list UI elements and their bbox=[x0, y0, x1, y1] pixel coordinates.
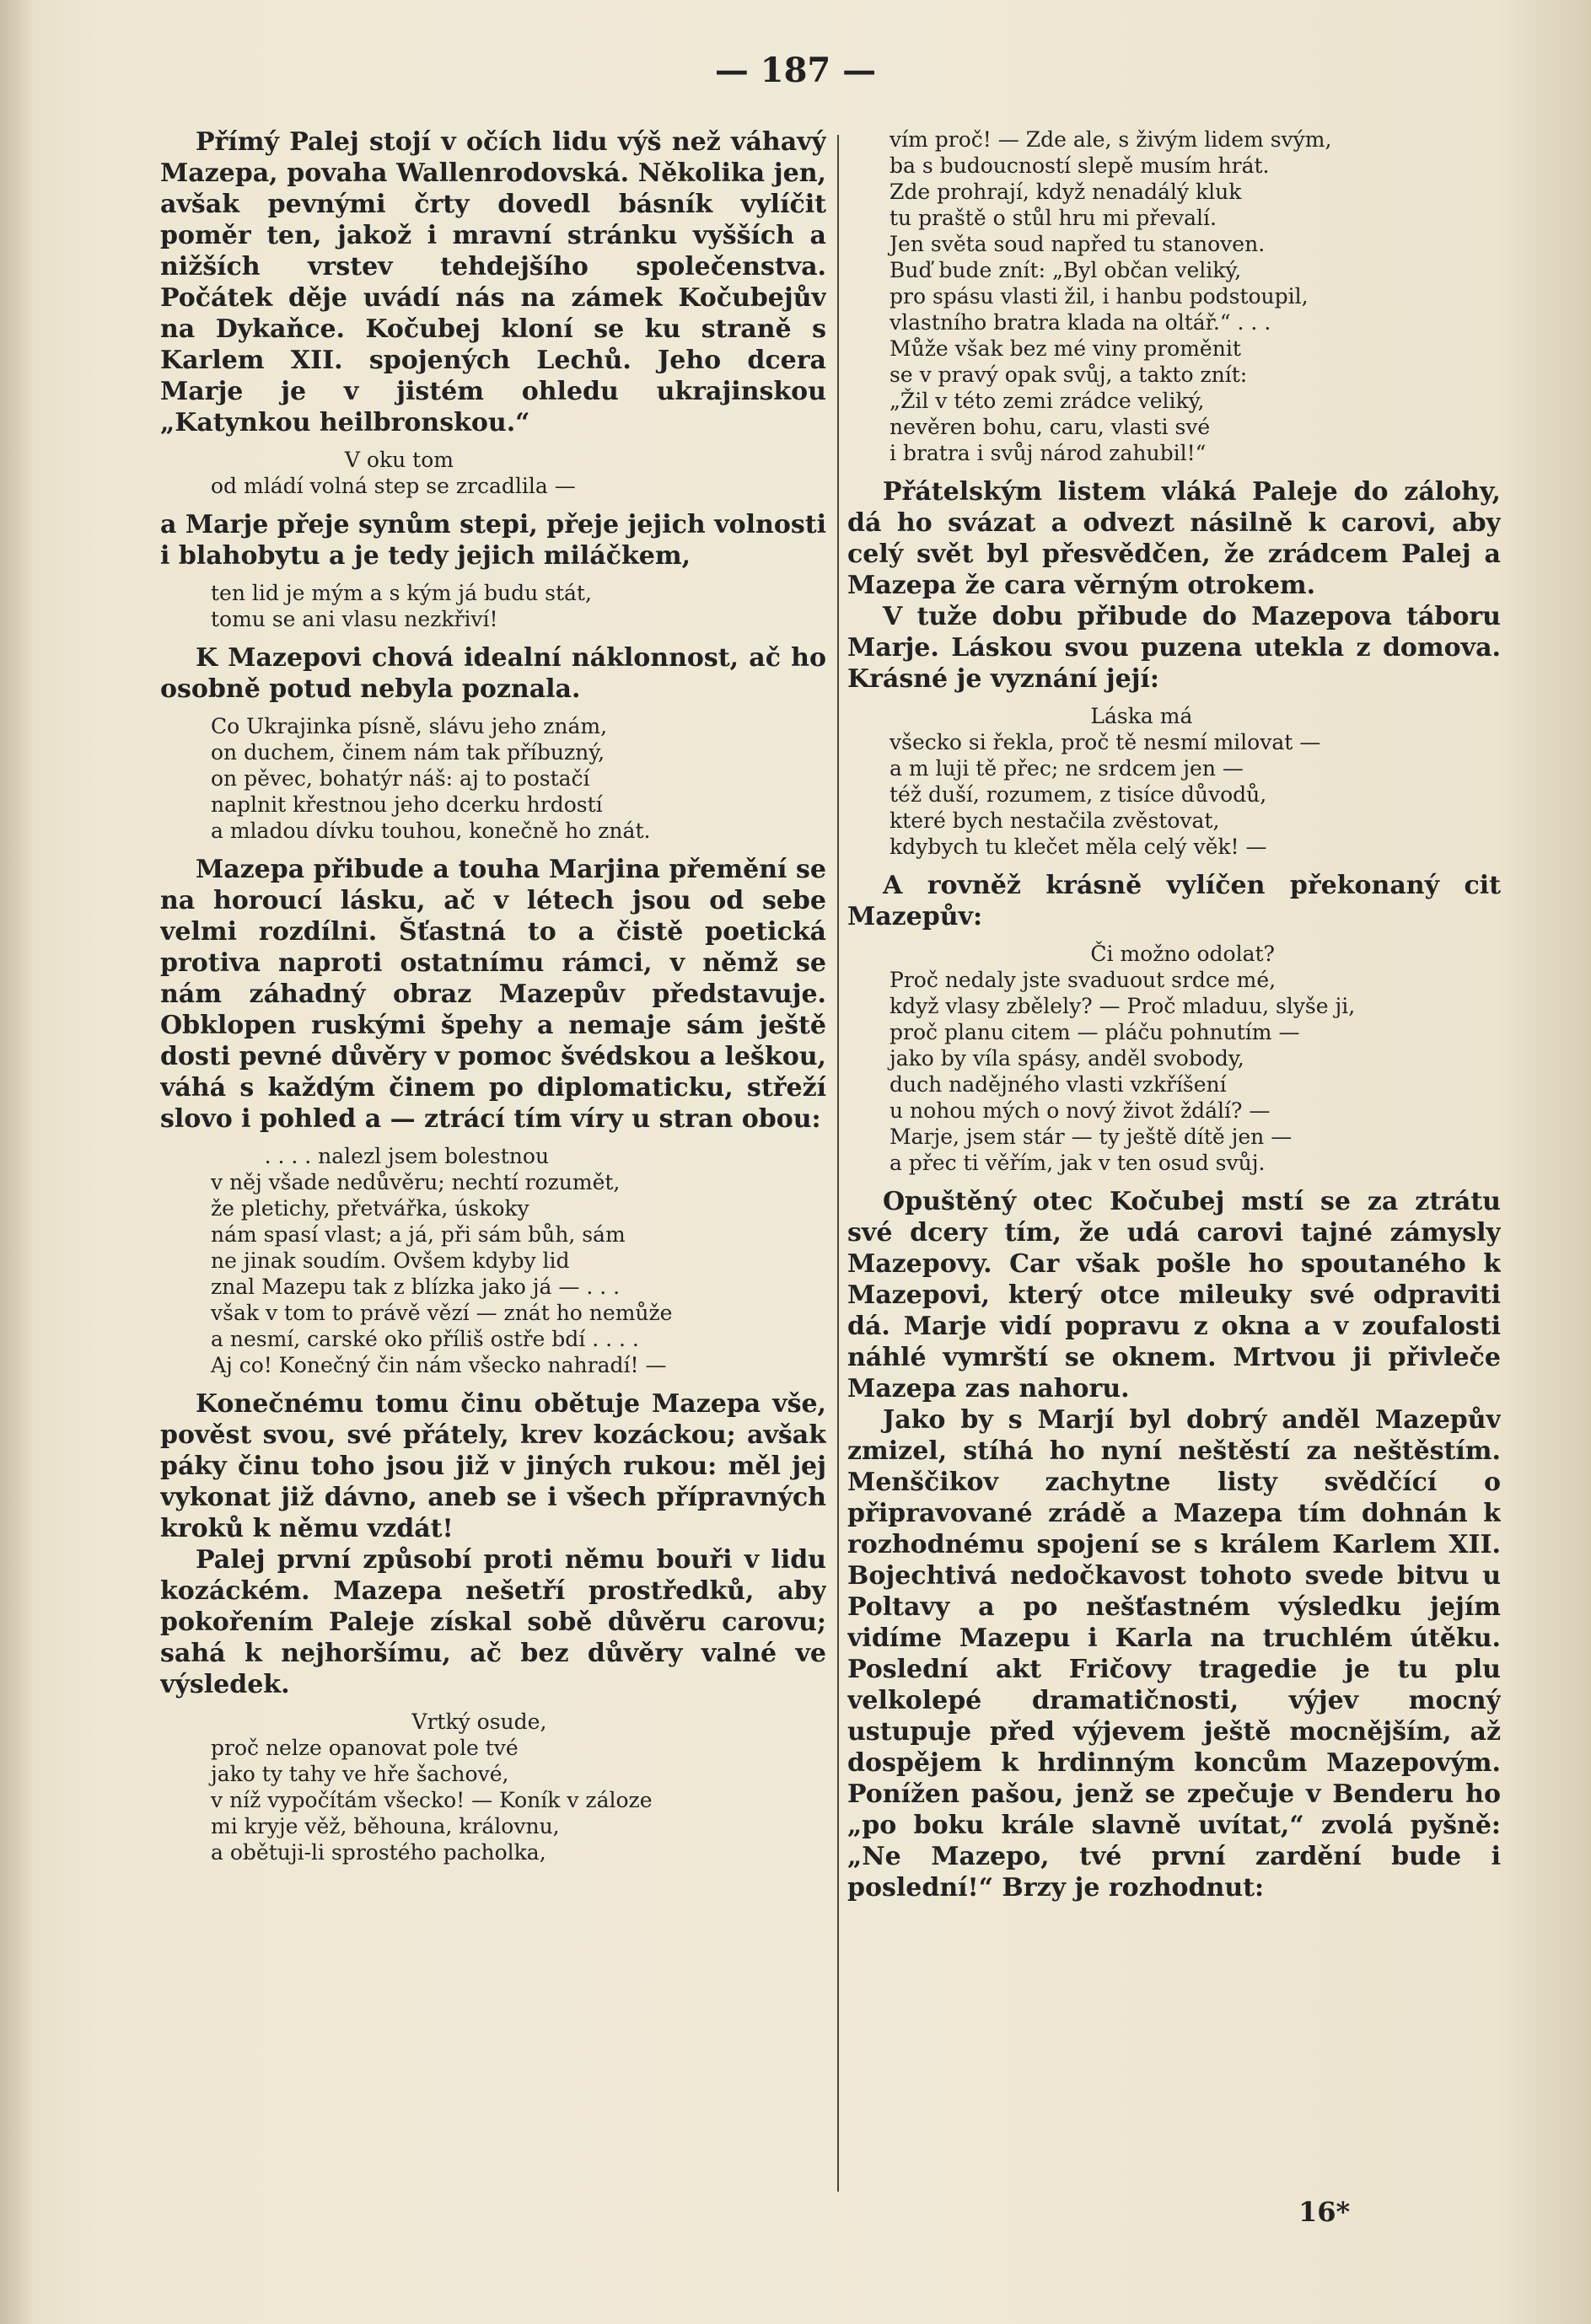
verse-line: ba s budoucností slepě musím hrát. bbox=[890, 153, 1270, 178]
verse-line: Aj co! Konečný čin nám všecko nahradí! — bbox=[211, 1353, 667, 1377]
verse-line: Proč nedaly jste svaduout srdce mé, bbox=[890, 968, 1277, 992]
verse-line: nám spasí vlast; a já, při sám bůh, sám bbox=[211, 1222, 626, 1247]
verse-line: duch nadějného vlasti vzkříšení bbox=[890, 1072, 1227, 1097]
verse-line: též duší, rozumem, z tisíce důvodů, bbox=[890, 782, 1267, 807]
verse-line: ne jinak soudím. Ovšem kdyby lid bbox=[211, 1248, 570, 1273]
right-paragraph-4: Opuštěný otec Kočubej mstí se za ztrátu své dcery tím, že udá carovi tajné zámysly Mazepovy. Car však pošle ho spoutaného k Mazepovi, který otce mileuky své odpraviti dá. Marje vidí popravu z okna a v zoufalosti náhlé vymrští se oknem. Mrtvou ji přivleče Mazepa zas nahoru. bbox=[847, 1187, 1501, 1404]
left-verse-4 bbox=[160, 1143, 826, 1378]
verse-line: pro spásu vlasti žil, i hanbu podstoupil, bbox=[890, 284, 1309, 309]
verse-line: tomu se ani vlasu nezkřiví! bbox=[211, 607, 498, 631]
left-paragraph-1: Přímý Palej stojí v očích lidu výš než váhavý Mazepa, povaha Wallenrodovská. Několika jen, avšak pevnými črty dovedl básník vylíčit poměr ten, jakož i mravní stránku vyšších a nižších vrstev tehdejšího společenstva. Počátek děje uvádí nás na zámek Kočubejův na Dykaňce. Kočubej kloní se ku straně s Karlem XII. spojených Lechů. Jeho dcera Marje je v jistém ohledu ukrajinskou „Katynkou heilbronskou.“ bbox=[160, 127, 826, 437]
right-column bbox=[847, 126, 1501, 2206]
verse-line: naplnit křestnou jeho dcerku hrdostí bbox=[211, 792, 603, 817]
verse-line: Láska má bbox=[890, 704, 1193, 728]
verse-line: i bratra i svůj národ zahubil!“ bbox=[890, 441, 1207, 465]
verse-line: nevěren bohu, caru, vlasti své bbox=[890, 415, 1211, 439]
right-verse-3 bbox=[847, 941, 1501, 1176]
verse-line: V oku tom bbox=[211, 448, 454, 472]
verse-line: proč planu citem — pláču pohnutím — bbox=[890, 1020, 1300, 1044]
right-paragraph-3: A rovněž krásně vylíčen překonaný cit Mazepův: bbox=[847, 871, 1501, 931]
right-verse-2 bbox=[847, 703, 1501, 860]
verse-line: Či možno odolat? bbox=[890, 942, 1275, 966]
right-paragraph-1: Přátelským listem vláká Paleje do zálohy, dá ho svázat a odvezt násilně k carovi, aby celý svět byl přesvědčen, že zrádcem Palej a Mazepa že cara věrným otrokem. bbox=[847, 477, 1501, 600]
verse-line: od mládí volná step se zrcadlila — bbox=[211, 474, 576, 498]
verse-line: on pěvec, bohatýr náš: aj to postačí bbox=[211, 766, 590, 791]
verse-line: Jen světa soud napřed tu stanoven. bbox=[890, 232, 1266, 256]
right-paragraph-2: V tuže dobu přibude do Mazepova táboru Marje. Láskou svou puzena utekla z domova. Krásné je vyznání její: bbox=[847, 602, 1501, 694]
verse-line: Může však bez mé viny proměnit bbox=[890, 336, 1241, 361]
verse-line: Vrtký osude, bbox=[211, 1709, 547, 1734]
page-edge-shade bbox=[0, 0, 34, 2324]
verse-line: že pletichy, přetvářka, úskoky bbox=[211, 1196, 529, 1221]
right-paragraph-5: Jako by s Marjí byl dobrý anděl Mazepův zmizel, stíhá ho nyní neštěstí za neštěstím. Menščikov zachytne listy svědčící o připravované zrádě a Mazepa tím dohnán k rozhodnému spojení se s králem Karlem XII. Bojechtivá nedočkavost tohoto svede bitvu u Poltavy a po nešťastném výsledku jejím vidíme Mazepu i Karla na truchlém útěku. Poslední akt Fričovy tragedie je tu plu velkolepé dramatičnosti, výjev mocný ustupuje před výjevem ještě mocnějším, až dospějem k hrdinným koncům Mazepovým. Ponížen pašou, jenž se zpečuje v Benderu ho „po boku krále slavně uvítat,“ zvolá pyšně: „Ne Mazepo, tvé první zardění bude i poslední!“ Brzy je rozhodnut: bbox=[847, 1405, 1501, 1903]
verse-line: . . . . nalezl jsem bolestnou bbox=[211, 1144, 550, 1168]
verse-line: a m luji tě přec; ne srdcem jen — bbox=[890, 756, 1244, 781]
page-number: — 187 — bbox=[714, 51, 877, 90]
left-column bbox=[160, 126, 826, 2206]
verse-line: a nesmí, carské oko příliš ostře bdí . . . . bbox=[211, 1327, 639, 1351]
verse-line: „Žil v této zemi zrádce veliký, bbox=[890, 389, 1205, 413]
left-verse-2 bbox=[160, 580, 826, 632]
left-paragraph-4: Mazepa přibude a touha Marjina přemění se na horoucí lásku, ač v létech jsou od sebe velmi rozdílni. Šťastná to a čistě poetická protiva naproti ostatnímu rámci, v němž se nám záhadný obraz Mazepův představuje. Obklopen ruskými špehy a nemaje sám ještě dosti pevné důvěry v pomoc švédskou a leškou, váhá s každým činem po diplomaticku, střeží slovo i pohled a — ztrácí tím víry u stran obou: bbox=[160, 855, 826, 1134]
verse-line: všecko si řekla, proč tě nesmí milovat — bbox=[890, 730, 1321, 754]
left-paragraph-3: K Mazepovi chová idealní náklonnost, ač ho osobně potud nebyla poznala. bbox=[160, 643, 826, 704]
verse-line: a obětuji-li sprostého pacholka, bbox=[211, 1840, 546, 1865]
left-verse-5 bbox=[160, 1709, 826, 1865]
verse-line: Marje, jsem stár — ty ještě dítě jen — bbox=[890, 1124, 1293, 1149]
verse-line: u nohou mých o nový život ždálí? — bbox=[890, 1098, 1271, 1123]
left-paragraph-6: Palej první způsobí proti němu bouři v lidu kozáckém. Mazepa nešetří prostředků, aby pokořením Paleje získal sobě důvěru carovu; sahá k nejhoršímu, ač bez důvěry valné ve výsledek. bbox=[160, 1545, 826, 1699]
verse-line: v něj všade nedůvěru; nechtí rozumět, bbox=[211, 1170, 621, 1194]
left-verse-3 bbox=[160, 713, 826, 844]
verse-line: tu praště o stůl hru mi převalí. bbox=[890, 206, 1217, 230]
verse-line: ten lid je mým a s kým já budu stát, bbox=[211, 581, 592, 605]
verse-line: které bych nestačila zvěstovat, bbox=[890, 808, 1220, 833]
verse-line: Buď bude znít: „Byl občan veliký, bbox=[890, 258, 1242, 282]
right-verse-1 bbox=[847, 126, 1501, 466]
verse-line: jako by víla spásy, anděl svobody, bbox=[890, 1046, 1244, 1071]
left-verse-1 bbox=[160, 447, 826, 499]
verse-line: však v tom to právě vězí — znát ho nemůže bbox=[211, 1301, 673, 1325]
verse-line: Zde prohrají, když nenadálý kluk bbox=[890, 180, 1242, 204]
verse-line: proč nelze opanovat pole tvé bbox=[211, 1736, 519, 1760]
signature-mark: 16* bbox=[1298, 2196, 1351, 2228]
verse-line: on duchem, činem nám tak příbuzný, bbox=[211, 740, 605, 765]
verse-line: mi kryje věž, běhouna, královnu, bbox=[211, 1814, 560, 1838]
verse-line: vím proč! — Zde ale, s živým lidem svým, bbox=[890, 127, 1332, 152]
verse-line: kdybych tu klečet měla celý věk! — bbox=[890, 835, 1267, 859]
verse-line: vlastního bratra klada na oltář.“ . . . bbox=[890, 310, 1271, 335]
verse-line: když vlasy zbělely? — Proč mladuu, slyše ji, bbox=[890, 994, 1356, 1018]
verse-line: v níž vypočítám všecko! — Koník v záloze bbox=[211, 1788, 653, 1812]
verse-line: a přec ti věřím, jak v ten osud svůj. bbox=[890, 1151, 1266, 1175]
left-paragraph-2: a Marje přeje synům stepi, přeje jejich volnosti i blahobytu a je tedy jejich miláčkem, bbox=[160, 510, 826, 571]
verse-line: a mladou dívku touhou, konečně ho znát. bbox=[211, 818, 651, 843]
verse-line: jako ty tahy ve hře šachové, bbox=[211, 1762, 509, 1786]
verse-line: znal Mazepu tak z blízka jako já — . . . bbox=[211, 1275, 621, 1299]
verse-line: Co Ukrajinka písně, slávu jeho znám, bbox=[211, 714, 608, 738]
column-divider bbox=[837, 135, 839, 2192]
verse-line: se v pravý opak svůj, a takto znít: bbox=[890, 362, 1248, 387]
left-paragraph-5: Konečnému tomu činu obětuje Mazepa vše, pověst svou, své přátely, krev kozáckou; avšak páky činu toho jsou již v jiných rukou: měl jej vykonat již dávno, aneb se i všech přípravných kroků k němu vzdát! bbox=[160, 1389, 826, 1543]
